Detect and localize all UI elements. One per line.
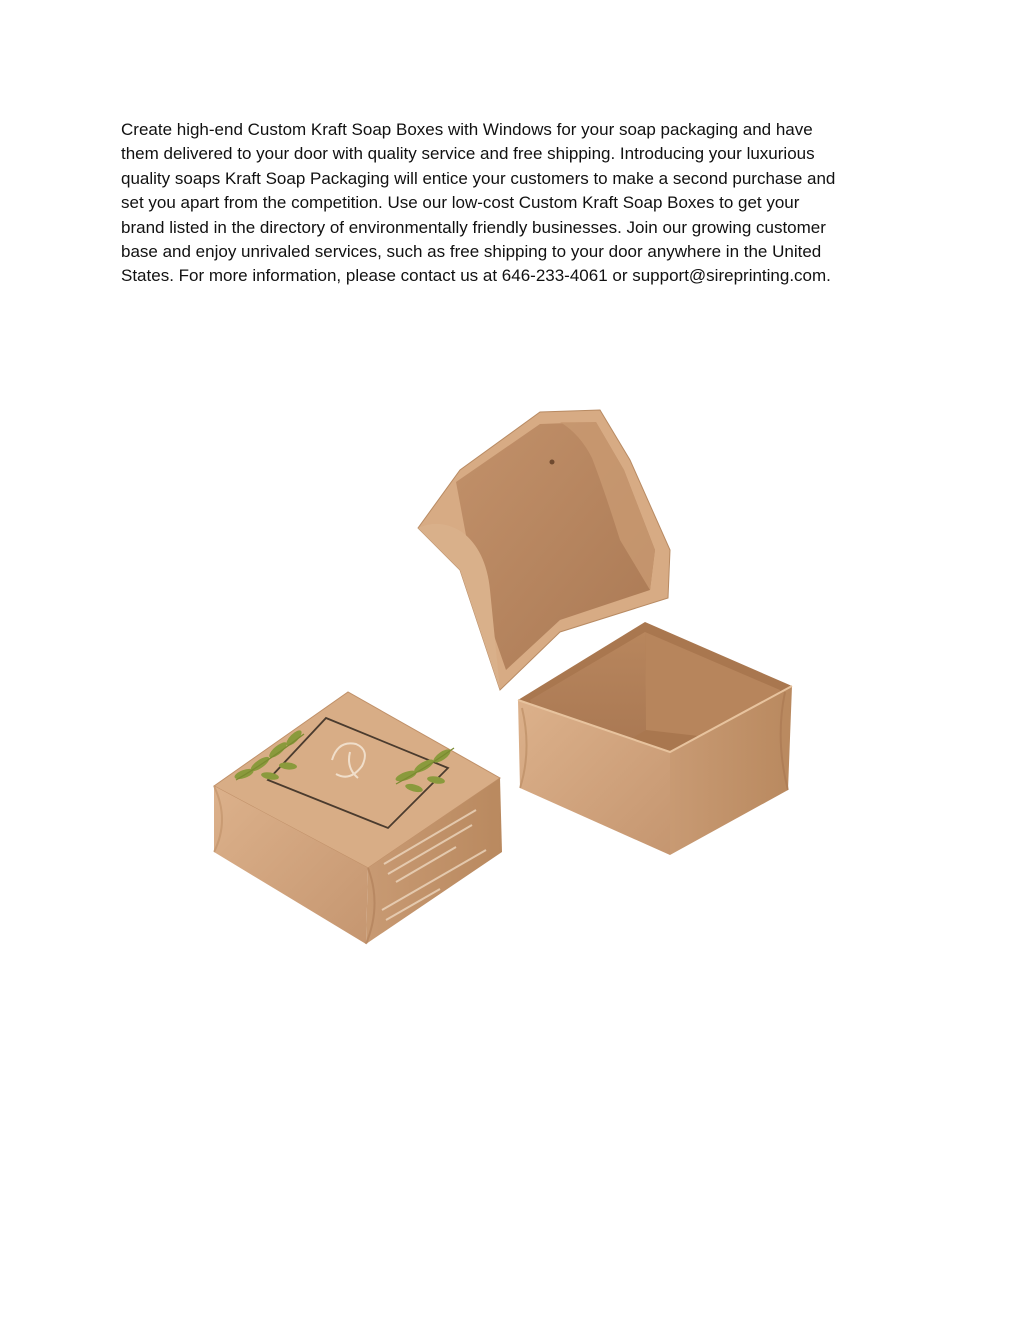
body-paragraph: Create high-end Custom Kraft Soap Boxes with Windows for your soap packaging and have them delivered to your door with quality service and free shipping. Introducing your luxurious quality soaps Kraft Soap Packaging will entice your customers to make a second purchase and set you apart from the competition. Use our low-cost Custom Kraft Soap Boxes to get your brand listed in the directory of environmentally friendly businesses. Join our growing customer base and enjoy unrivaled services, such as free shipping to your door anywhere in the United States. For more information, please contact us at 646-233-4061 or support@sireprinting.com. (121, 120, 836, 286)
closed-box (214, 692, 502, 944)
kraft-soap-boxes-photo (200, 400, 810, 960)
product-illustration (200, 400, 810, 960)
